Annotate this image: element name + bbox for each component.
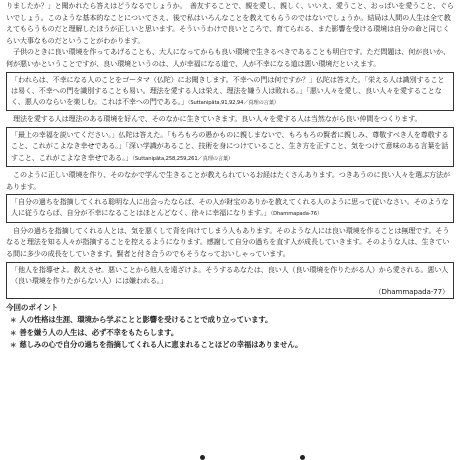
decorative-dot-icon xyxy=(200,455,205,460)
page-edge-marks xyxy=(0,455,460,460)
paragraph-dharma-lovers: 理法を愛する人は理法のある環境を好んで、そのなかに生きていきます。良い人々を愛する人は当然ながら良い仲間をつくります。 xyxy=(13,114,422,124)
quote-box-dhammapada-76 xyxy=(6,194,454,223)
bullet-icon: ＊ xyxy=(10,316,17,325)
paragraph-intro: りましたか？」と聞かれたら答えはどうなるでしょうか。 善友することで、親を愛し、親しく、いいえ、愛うこと、おっぱいを愛うこと、ぐらいでしょう。このような基本的なことについてさえ、後で私はいろんなことを教えてもらうのではないでしょうか。結局は人間の人生は全て教えてもらうものだと理解したほうが正しいと思います。そういうわけで良いところで、育てられる、また影響を受ける環境は自分の命と同じくらい大事なものだということがわかります。 xyxy=(6,1,454,45)
bullet-icon: ＊ xyxy=(10,341,17,350)
quote-source: （Suttanipāta,258,259,261／真理の言葉） xyxy=(132,155,234,162)
key-point-item xyxy=(6,314,454,326)
quote-text: 「最上の幸福を説いてください。」仏陀は答えた。「もろもろの愚かものに親しまないで、もろもろの賢者に親しみ、尊敬すべき人を尊敬すること、これがこよなき幸せである。」「深い学識があること、技術を身につけていること、生き方を正すこと、気をつけて意味のある言葉を話すこと、これがこよなき幸せである。」 xyxy=(11,130,449,162)
key-point-item xyxy=(6,327,454,339)
quote-box-dhammapada-77 xyxy=(6,262,454,300)
quote-text: 「他人を指導せよ。教えさせ。悪いことから他人を遠ざけよ。そうするあなたは、良い人（良い環境を作りたがる人）から愛される。悪い人（良い環境を作りたがらない人）には嫌われる。」 xyxy=(11,264,449,285)
paragraph-environment: 子供のときに良い環境を作ってあげることも、大人になってからも良い環境で生きるべきであることも明白です。ただ問題は、何が良いか、何が悪いかということですが、良い環境というのは、人が幸福になる道で、人が不幸になる道は悪い環境だといえます。 xyxy=(6,47,450,68)
key-point-text: 善を嫌う人の人生は、必ず不幸をもたらします。 xyxy=(19,327,179,337)
quote-text: 「われらは、不幸になる人のことをゴータマ（仏陀）にお聞きします。不幸への門は何ですか？」仏陀は答えた。「栄える人は識別することは易く、不幸への門を識別することも易い。理法を愛する人は栄え、理法を嫌う人は敗れる。」「悪い人々を愛し、良い人々を愛することなく、悪人のならいを楽しむ。これは不幸への門である。」 xyxy=(11,74,445,107)
key-point-text: 人の性格は生涯、環境から学ぶことと影響を受けることで成り立っています。 xyxy=(19,315,273,325)
key-point-item xyxy=(6,339,454,351)
bullet-icon: ＊ xyxy=(10,328,17,337)
decorative-dot-icon xyxy=(300,455,305,460)
paragraph-sutras: このように正しい環境を作り、そのなかで学んで生きることが教えられているお経はたくさんあります。つきあうのに良い人々を選ぶ方法があります。 xyxy=(6,169,450,191)
quote-text: 「自分の過ちを指摘してくれる聡明な人に出会ったならば、その人が財宝のありかを教えてくれる人のように思って従いなさい。そのような人に従うならば、自分が不幸になることはほとんどなく、徐々に幸福になります。」 xyxy=(11,197,449,218)
quote-box-suttanipata-2 xyxy=(6,127,454,167)
key-point-text: 慈しみの心で自分の過ちを指摘してくれる人に恵まれることほどの幸福はありません。 xyxy=(19,340,303,350)
key-points-title: 今回のポイント xyxy=(6,303,59,313)
paragraph-faults: 自分の過ちを指摘してくれる人とは、気を悪くして背を向けてしまう人もあります。そのような人には良い環境を作ることは無理です。そうなると理法を知る人々が指摘することを控えるようになります。感謝して自分の過ちを直す人が成長していきます。そのような人は、生きている間に多少の成長をしていきます。賢者と付き合うのでもそうなっておいしゃっています。 xyxy=(6,225,450,258)
quote-source: （Dhammapada-76） xyxy=(270,211,323,218)
key-points-section xyxy=(6,302,454,351)
quote-box-suttanipata-1 xyxy=(6,72,454,112)
quote-source: （Dhammapada-77） xyxy=(374,287,449,297)
quote-source: （Suttanipāta,91,92,94／真理の言葉） xyxy=(187,100,279,107)
